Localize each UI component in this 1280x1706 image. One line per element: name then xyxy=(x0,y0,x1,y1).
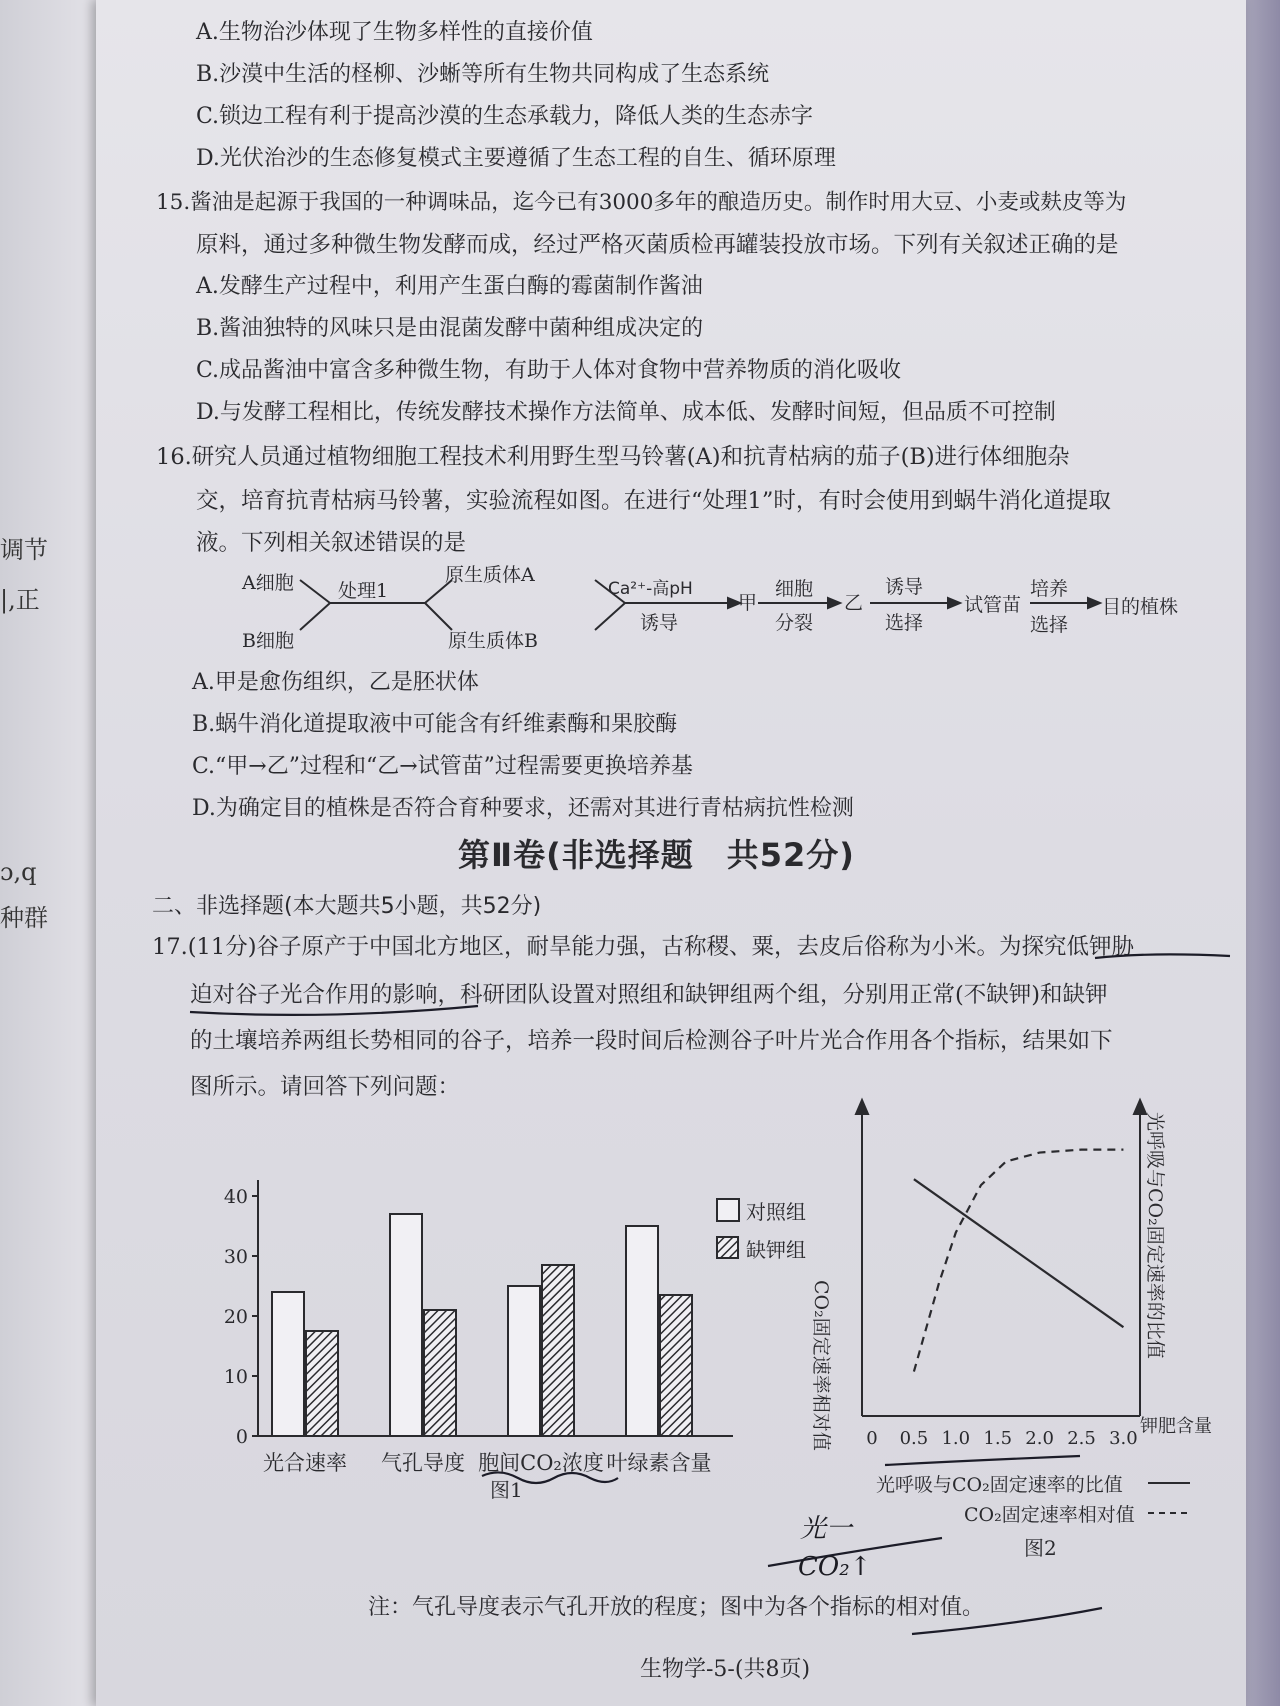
y-tick-label: 10 xyxy=(223,1366,248,1388)
q16-option-a: A.甲是愈伤组织，乙是胚状体 xyxy=(192,670,479,695)
flow-target: 目的植株 xyxy=(1102,596,1179,618)
flow-div-bottom: 分裂 xyxy=(775,612,814,634)
fig2-xlabel: 钾肥含量 xyxy=(1140,1416,1212,1437)
legend-deficient-label: 缺钾组 xyxy=(746,1238,806,1262)
fig2-caption: 图2 xyxy=(1024,1536,1057,1560)
bar-control xyxy=(508,1286,540,1436)
y-tick-label: 40 xyxy=(223,1186,248,1208)
x-tick-label: 0 xyxy=(866,1428,878,1449)
flow-proto-a: 原生质体A xyxy=(445,564,535,586)
flow-seedling: 试管苗 xyxy=(964,594,1022,616)
x-category-label: 胞间CO₂浓度 xyxy=(478,1451,604,1475)
q17-stem-line: 迫对谷子光合作用的影响，科研团队设置对照组和缺钾组两个组，分别用正常(不缺钾)和缺钾 xyxy=(190,982,1108,1008)
q15-option-d: D.与发酵工程相比，传统发酵技术操作方法简单、成本低、发酵时间短，但品质不可控制 xyxy=(196,400,1056,425)
x-tick-label: 2.5 xyxy=(1067,1428,1096,1449)
q16-option-b: B.蜗牛消化道提取液中可能含有纤维素酶和果胶酶 xyxy=(192,712,678,737)
legend-solid-line xyxy=(1148,1478,1192,1488)
x-category-label: 叶绿素含量 xyxy=(606,1451,712,1475)
section-subtitle: 二、非选择题(本大题共5小题，共52分) xyxy=(152,894,542,919)
bar-control xyxy=(390,1214,422,1436)
bar-control xyxy=(272,1292,304,1436)
x-tick-label: 1.5 xyxy=(983,1428,1013,1449)
x-tick-label: 1.0 xyxy=(941,1428,971,1449)
section-title: 第Ⅱ卷(非选择题 共52分) xyxy=(458,836,855,874)
q17-stem-line: 的土壤培养两组长势相同的谷子，培养一段时间后检测谷子叶片光合作用各个指标，结果如下 xyxy=(190,1028,1113,1054)
legend-control-label: 对照组 xyxy=(746,1200,806,1224)
flow-cul-top: 培养 xyxy=(1030,578,1069,600)
q14-option-d: D.光伏治沙的生态修复模式主要遵循了生态工程的自生、循环原理 xyxy=(196,146,836,171)
flow-fuse-top: Ca²⁺-高pH xyxy=(608,579,693,599)
bar-deficient xyxy=(542,1265,574,1436)
flow-jia: 甲 xyxy=(738,592,758,614)
legend-dashed-line xyxy=(1148,1508,1192,1518)
handwritten-note: 光一 xyxy=(800,1514,853,1544)
fig2-legend-dashed: CO₂固定速率相对值 xyxy=(964,1504,1135,1526)
fig2-ylabel-left: CO₂固定速率相对值 xyxy=(810,1280,832,1451)
q15-option-c: C.成品酱油中富含多种微生物，有助于人体对食物中营养物质的消化吸收 xyxy=(196,358,902,383)
fig2-ylabel-right: 光呼吸与CO₂固定速率的比值 xyxy=(1144,1112,1166,1359)
bar-deficient xyxy=(306,1331,338,1436)
flow-div-top: 细胞 xyxy=(775,578,814,600)
margin-fragment: ɔ,q xyxy=(0,858,37,886)
q14-option-c: C.锁边工程有利于提高沙漠的生态承载力，降低人类的生态赤字 xyxy=(196,104,814,129)
q15-option-a: A.发酵生产过程中，利用产生蛋白酶的霉菌制作酱油 xyxy=(196,274,703,299)
q15-option-b: B.酱油独特的风味只是由混菌发酵中菌种组成决定的 xyxy=(196,316,704,341)
bar-deficient xyxy=(660,1295,692,1436)
line-chart-fig2 xyxy=(820,1100,1240,1449)
x-tick-label: 0.5 xyxy=(899,1428,929,1449)
q15-stem-line: 15.酱油是起源于我国的一种调味品，迄今已有3000多年的酿造历史。制作时用大豆、小麦或麸皮等为 xyxy=(156,190,1127,215)
y-tick-label: 0 xyxy=(235,1426,248,1448)
flow-cell-b: B细胞 xyxy=(242,630,294,652)
series-co2-fixation-line xyxy=(914,1150,1124,1372)
flow-cell-a: A细胞 xyxy=(242,572,294,594)
figure-note: 注：气孔导度表示气孔开放的程度；图中为各个指标的相对值。 xyxy=(368,1595,985,1620)
bar-deficient xyxy=(424,1310,456,1436)
x-tick-label: 2.0 xyxy=(1025,1428,1054,1449)
flow-ind-bottom: 选择 xyxy=(885,612,924,634)
q16-stem-line: 16.研究人员通过植物细胞工程技术利用野生型马铃薯(A)和抗青枯病的茄子(B)进行体细胞杂 xyxy=(156,444,1070,470)
x-category-label: 气孔导度 xyxy=(381,1451,465,1475)
q16-stem-line: 交，培育抗青枯病马铃薯，实验流程如图。在进行“处理1”时，有时会使用到蜗牛消化道提取 xyxy=(196,488,1111,514)
flow-yi: 乙 xyxy=(844,592,864,614)
q16-option-d: D.为确定目的植株是否符合育种要求，还需对其进行青枯病抗性检测 xyxy=(192,796,854,821)
bar-chart-fig1 xyxy=(223,1180,748,1480)
fig1-caption: 图1 xyxy=(490,1478,523,1502)
handwritten-note: CO₂↑ xyxy=(798,1552,872,1582)
flow-step1: 处理1 xyxy=(338,580,389,602)
margin-fragment: |,正 xyxy=(0,586,40,614)
margin-fragment: 种群 xyxy=(0,904,48,932)
q14-option-a: A.生物治沙体现了生物多样性的直接价值 xyxy=(196,20,593,45)
q17-stem-line: 17.(11分)谷子原产于中国北方地区，耐旱能力强，古称稷、粟，去皮后俗称为小米。为探究低钾胁 xyxy=(152,934,1134,960)
flow-cul-bottom: 选择 xyxy=(1030,614,1069,636)
page-footer: 生物学-5-(共8页) xyxy=(640,1657,811,1682)
x-category-label: 光合速率 xyxy=(263,1451,347,1475)
q16-option-c: C.“甲→乙”过程和“乙→试管苗”过程需要更换培养基 xyxy=(192,754,693,779)
y-tick-label: 30 xyxy=(223,1246,248,1268)
q15-stem-line: 原料，通过多种微生物发酵而成，经过严格灭菌质检再罐装投放市场。下列有关叙述正确的是 xyxy=(196,232,1119,258)
margin-fragment: 调节 xyxy=(0,536,48,564)
q16-stem-line: 液。下列相关叙述错误的是 xyxy=(196,530,467,556)
series-ratio-line xyxy=(914,1179,1124,1327)
flow-ind-top: 诱导 xyxy=(885,576,924,598)
q14-option-b: B.沙漠中生活的柽柳、沙蜥等所有生物共同构成了生态系统 xyxy=(196,62,770,87)
x-tick-label: 3.0 xyxy=(1109,1428,1138,1449)
fig2-legend-solid: 光呼吸与CO₂固定速率的比值 xyxy=(876,1474,1123,1496)
q17-stem-line: 图所示。请回答下列问题： xyxy=(190,1074,461,1100)
legend-deficient-swatch xyxy=(716,1236,740,1260)
legend-control-swatch xyxy=(716,1198,740,1222)
y-tick-label: 20 xyxy=(223,1306,248,1328)
bar-control xyxy=(626,1226,658,1436)
flow-proto-b: 原生质体B xyxy=(448,630,538,652)
flow-fuse-bottom: 诱导 xyxy=(640,612,679,634)
